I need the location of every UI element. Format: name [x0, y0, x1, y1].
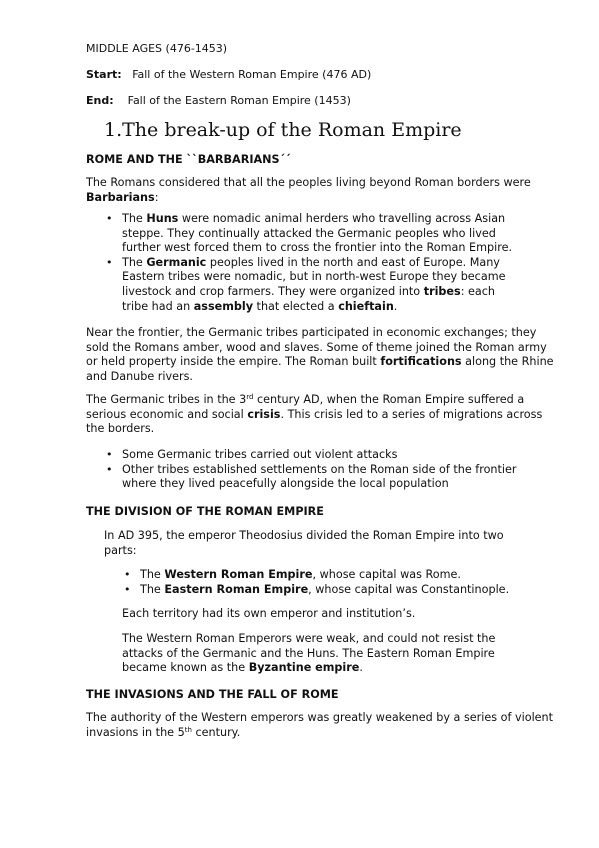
page-title: 1.The break-up of the Roman Empire	[104, 119, 462, 141]
item-text: The	[122, 255, 147, 269]
intro-end: :	[154, 190, 159, 204]
bullet-icon: •	[124, 582, 131, 596]
para-bold: crisis	[247, 407, 281, 421]
institutions-paragraph: Each territory had its own emperor and institution’s.	[122, 607, 416, 620]
item-text: The	[140, 568, 165, 581]
division-intro: In AD 395, the emperor Theodosius divided the Roman Empire into two parts:	[104, 529, 504, 557]
item-text: Some Germanic tribes carried out violent attacks	[122, 448, 398, 461]
item-bold: chieftain	[338, 299, 394, 313]
bullet-icon: •	[106, 255, 113, 269]
item-bold: Huns	[146, 212, 179, 225]
barbarians-intro	[86, 176, 556, 205]
end-label: End:	[86, 94, 114, 107]
para-text: The authority of the Western emperors was greatly weakened by a series of violent invasions in the 5	[86, 711, 554, 739]
item-text: : each tribe had an	[122, 284, 495, 313]
item-bold: Western Roman Empire	[164, 568, 313, 581]
list-item-germanic	[106, 255, 522, 314]
item-bold: assembly	[193, 299, 253, 313]
bullet-icon: •	[106, 212, 113, 225]
para-bold: fortifications	[380, 355, 462, 369]
bullet-icon: •	[106, 448, 113, 461]
invasions-paragraph	[86, 711, 556, 740]
bullet-icon: •	[106, 462, 113, 476]
para-text: .	[359, 661, 363, 675]
bullet-icon: •	[124, 568, 131, 581]
byzantine-paragraph	[122, 632, 508, 676]
superscript: th	[184, 725, 192, 734]
para-text: century.	[191, 725, 241, 739]
item-text: , whose capital was Rome.	[312, 568, 461, 581]
end-text: Fall of the Eastern Roman Empire (1453)	[127, 94, 351, 107]
period-line	[86, 42, 227, 57]
para-text: The Germanic tribes in the 3	[86, 393, 247, 406]
superscript: rd	[246, 393, 254, 401]
item-bold: Germanic	[146, 255, 207, 269]
item-text: .	[393, 299, 398, 313]
item-bold: tribes	[423, 284, 461, 298]
para-bold: Byzantine empire	[248, 661, 360, 675]
item-bold: Eastern Roman Empire	[164, 582, 309, 596]
list-item-settlements	[106, 462, 522, 492]
peoples-list	[106, 212, 522, 314]
start-label: Start:	[86, 68, 122, 81]
para-text: The Western Roman Emperors were weak, and could not resist the attacks of the Germanic and the Huns. The Eastern Roman Empire became known as the	[122, 632, 496, 675]
section-heading-barbarians: ROME AND THE ``BARBARIANS´´	[86, 153, 291, 166]
list-item-eastern	[124, 582, 540, 598]
para-text: . This crisis led to a series of migrations across the borders.	[86, 407, 543, 436]
list-item-attacks	[106, 448, 522, 463]
migrations-list	[106, 448, 522, 492]
list-item-huns	[106, 212, 522, 256]
end-line	[86, 94, 351, 109]
section-heading-division: THE DIVISION OF THE ROMAN EMPIRE	[86, 505, 324, 518]
period-text: MIDDLE AGES (476-1453)	[86, 42, 228, 55]
para-text: century AD, when the Roman Empire suffered a serious economic and social	[86, 393, 525, 421]
item-text: The	[140, 582, 165, 596]
intro-bold: Barbarians	[86, 190, 155, 204]
item-text: peoples lived in the north and east of Europe. Many Eastern tribes were nomadic, but in north-west Europe they became livestock and crop farmers. They were organized into	[122, 255, 506, 298]
para-text: Near the frontier, the Germanic tribes participated in economic exchanges; they sold the Romans amber, wood and slaves. Some of theme joined the Roman army or held property inside the empire. The Roman built	[86, 326, 547, 369]
start-line	[86, 68, 371, 83]
item-text: , whose capital was Constantinople.	[308, 582, 510, 596]
item-text: Other tribes established settlements on the Roman side of the frontier where they lived peacefully alongside the local population	[122, 462, 517, 491]
empires-list	[124, 568, 540, 597]
start-text: Fall of the Western Roman Empire (476 AD)	[132, 68, 372, 81]
para-text: along the Rhine and Danube rivers.	[86, 355, 554, 383]
item-text: were nomadic animal herders who travelling across Asian steppe. They continually attacked the Germanic peoples who lived further west forced them to cross the frontier into the Roman Empire.	[122, 212, 513, 255]
list-item-western	[124, 568, 540, 583]
item-text: The	[122, 212, 147, 225]
intro-text: The Romans considered that all the peoples living beyond Roman borders were	[86, 176, 531, 189]
section-heading-invasions: THE INVASIONS AND THE FALL OF ROME	[86, 688, 339, 701]
item-text: that elected a	[253, 299, 339, 313]
frontier-paragraph	[86, 326, 556, 384]
crisis-paragraph	[86, 393, 556, 437]
